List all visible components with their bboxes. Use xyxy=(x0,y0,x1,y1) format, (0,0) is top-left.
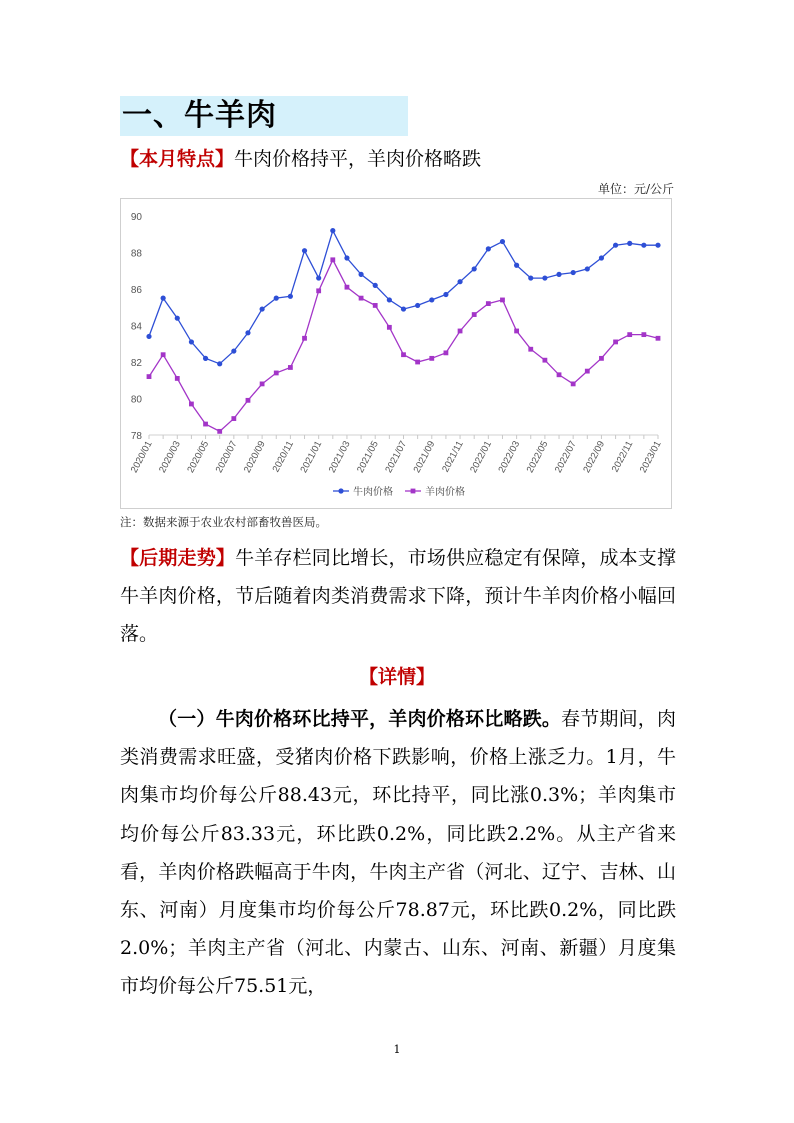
x-tick-label: 2022/07 xyxy=(552,439,579,475)
data-point xyxy=(641,243,646,248)
series-line xyxy=(149,231,658,364)
data-point xyxy=(514,263,519,268)
page-number: 1 xyxy=(393,1043,401,1056)
x-tick-label: 2022/09 xyxy=(581,439,608,475)
data-point xyxy=(542,358,547,363)
data-point xyxy=(472,312,477,317)
data-point xyxy=(557,372,562,377)
price-chart xyxy=(120,198,672,509)
y-tick-label: 84 xyxy=(130,321,142,333)
data-point xyxy=(528,347,533,352)
data-point xyxy=(189,402,194,407)
y-tick-label: 78 xyxy=(130,431,142,442)
data-point xyxy=(429,356,434,361)
x-tick-label: 2020/03 xyxy=(157,439,183,475)
series-line xyxy=(149,260,658,432)
y-tick-label: 82 xyxy=(130,358,142,369)
x-tick-label: 2021/11 xyxy=(440,439,466,475)
data-point xyxy=(217,361,222,366)
data-point xyxy=(486,246,491,251)
details-heading: 【详情】 xyxy=(358,666,435,688)
y-tick-label: 88 xyxy=(130,248,142,260)
x-tick-label: 2021/09 xyxy=(411,439,438,475)
data-point xyxy=(599,255,604,260)
data-point xyxy=(203,422,208,427)
data-point xyxy=(457,279,462,284)
data-point xyxy=(161,296,166,301)
data-point xyxy=(231,348,236,353)
data-point xyxy=(161,352,166,357)
x-tick-label: 2020/01 xyxy=(128,439,155,475)
source-note: 注：数据来源于农业农村部畜牧兽医局。 xyxy=(120,515,327,529)
data-point xyxy=(146,334,151,339)
x-tick-label: 2021/01 xyxy=(298,439,325,475)
x-tick-label: 2023/01 xyxy=(637,439,664,475)
data-point xyxy=(373,283,378,288)
data-point xyxy=(274,371,279,376)
data-point xyxy=(288,294,293,299)
data-point xyxy=(571,270,576,275)
legend-label: 羊肉价格 xyxy=(425,487,465,498)
feature-line xyxy=(120,146,481,172)
data-point xyxy=(656,336,661,341)
data-point xyxy=(627,241,632,246)
x-tick-label: 2020/11 xyxy=(270,439,297,475)
data-point xyxy=(641,332,646,337)
y-tick-label: 86 xyxy=(130,285,142,296)
details-lead: （一）牛肉价格环比持平，羊肉价格环比略跌。 xyxy=(158,708,562,730)
x-tick-label: 2021/03 xyxy=(326,439,353,475)
data-point xyxy=(260,382,265,387)
section-title xyxy=(120,96,408,136)
data-point xyxy=(542,275,547,280)
data-point xyxy=(401,352,406,357)
data-point xyxy=(627,332,632,337)
trend-label: 【后期走势】 xyxy=(120,547,236,569)
data-point xyxy=(613,340,618,345)
data-point xyxy=(443,292,448,297)
data-point xyxy=(316,275,321,280)
data-point xyxy=(500,239,505,244)
data-point xyxy=(330,257,335,262)
data-point xyxy=(147,374,152,379)
details-text: 春节期间，肉类消费需求旺盛，受猪肉价格下跌影响，价格上涨乏力。1月，牛肉集市均价每公斤88.43元，环比持平，同比涨0.3%；羊肉集市均价每公斤83.33元，环比跌0.2%，同比跌2.2%。从主产省来看，羊肉价格跌幅高于牛肉，牛肉主产省（河北、辽宁、吉林、山东、河南）月度集市均价每公斤78.87元，环比跌0.2%，同比跌2.0%；羊肉主产省（河北、内蒙古、山东、河南、新疆）月度集市均价每公斤75.51元， xyxy=(120,708,676,998)
data-point xyxy=(274,296,279,301)
data-point xyxy=(175,316,180,321)
data-point xyxy=(655,243,660,248)
y-tick-label: 80 xyxy=(130,394,142,406)
data-point xyxy=(556,272,561,277)
data-point xyxy=(585,266,590,271)
data-point xyxy=(302,248,307,253)
legend-label: 牛肉价格 xyxy=(353,487,393,498)
price-chart-svg xyxy=(121,199,671,508)
data-point xyxy=(203,356,208,361)
x-tick-label: 2021/05 xyxy=(355,439,381,475)
x-tick-label: 2022/11 xyxy=(609,439,636,475)
data-point xyxy=(528,275,533,280)
data-point xyxy=(514,329,519,334)
data-point xyxy=(472,266,477,271)
data-point xyxy=(330,228,335,233)
x-tick-label: 2022/05 xyxy=(524,439,551,475)
data-point xyxy=(217,429,222,434)
data-point xyxy=(486,301,491,306)
data-point xyxy=(302,336,307,341)
feature-label: 【本月特点】 xyxy=(120,148,235,170)
trend-text: 牛羊存栏同比增长，市场供应稳定有保障，成本支撑牛羊肉价格，节后随着肉类消费需求下降，预计牛羊肉价格小幅回落。 xyxy=(120,547,676,645)
data-point xyxy=(189,339,194,344)
data-point xyxy=(373,303,378,308)
x-tick-label: 2020/09 xyxy=(241,439,268,475)
data-point xyxy=(260,306,265,311)
feature-text: 牛肉价格持平，羊肉价格略跌 xyxy=(234,148,482,170)
data-point xyxy=(344,255,349,260)
legend-marker xyxy=(338,488,343,493)
details-paragraph xyxy=(120,700,676,1006)
data-point xyxy=(429,297,434,302)
data-point xyxy=(387,297,392,302)
x-tick-label: 2021/07 xyxy=(383,439,410,475)
x-tick-label: 2022/03 xyxy=(496,439,523,475)
x-tick-label: 2022/01 xyxy=(468,439,494,475)
data-point xyxy=(245,330,250,335)
trend-paragraph xyxy=(120,539,676,653)
data-point xyxy=(444,350,449,355)
x-tick-label: 2020/07 xyxy=(213,439,240,475)
data-point xyxy=(585,369,590,374)
legend-marker xyxy=(411,489,416,494)
data-point xyxy=(316,288,321,293)
data-point xyxy=(599,356,604,361)
data-point xyxy=(415,360,420,365)
section-title-text: 一、牛羊肉 xyxy=(122,98,277,133)
data-point xyxy=(288,365,293,370)
data-point xyxy=(401,306,406,311)
y-tick-label: 90 xyxy=(130,212,142,223)
data-point xyxy=(246,398,251,403)
data-point xyxy=(458,329,463,334)
data-point xyxy=(613,243,618,248)
x-tick-label: 2020/05 xyxy=(185,439,212,475)
data-point xyxy=(387,325,392,330)
data-point xyxy=(231,416,236,421)
data-point xyxy=(358,272,363,277)
data-point xyxy=(571,382,576,387)
data-point xyxy=(500,298,505,303)
data-point xyxy=(415,303,420,308)
data-point xyxy=(345,285,350,290)
unit-label: 单位：元/公斤 xyxy=(597,182,674,196)
data-point xyxy=(359,296,364,301)
data-point xyxy=(175,376,180,381)
